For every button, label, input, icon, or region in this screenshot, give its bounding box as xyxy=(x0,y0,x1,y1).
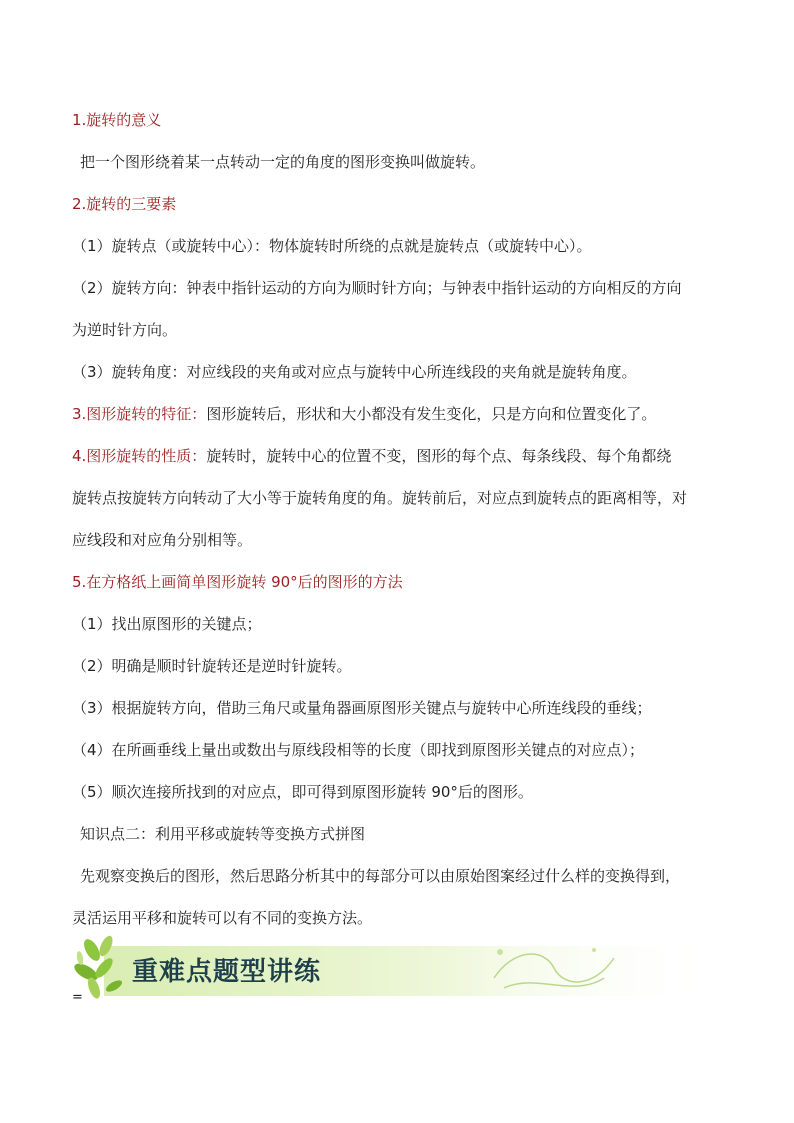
stray-equals-mark: = xyxy=(72,990,83,1005)
section-3-title: 3.图形旋转的特征： xyxy=(72,405,207,423)
section-3-body: 图形旋转后，形状和大小都没有发生变化，只是方向和位置变化了。 xyxy=(206,405,657,423)
banner-title: 重难点题型讲练 xyxy=(132,957,322,987)
knowledge-point-2-title: 知识点二：利用平移或旋转等变换方式拼图 xyxy=(80,825,366,843)
section-4-line-2: 旋转点按旋转方向转动了大小等于旋转角度的角。旋转前后，对应点到旋转点的距离相等，对 xyxy=(72,489,688,507)
section-4-line-3: 应线段和对应角分别相等。 xyxy=(72,531,253,549)
section-5-step-5: （5）顺次连接所找到的对应点，即可得到原图形旋转 90°后的图形。 xyxy=(72,783,533,801)
section-5-step-1: （1）找出原图形的关键点； xyxy=(72,615,262,633)
section-4-title: 4.图形旋转的性质： xyxy=(72,447,207,465)
section-5-step-2: （2）明确是顺时针旋转还是逆时针旋转。 xyxy=(72,657,352,675)
section-2-item-2-line-2: 为逆时针方向。 xyxy=(72,321,178,339)
section-5-step-3: （3）根据旋转方向，借助三角尺或量角器画原图形关键点与旋转中心所连线段的垂线； xyxy=(72,699,652,717)
section-5-step-4: （4）在所画垂线上量出或数出与原线段相等的长度（即找到原图形关键点的对应点）； xyxy=(72,741,645,759)
section-4-body-1: 旋转时，旋转中心的位置不变，图形的每个点、每条线段、每个角都绕 xyxy=(206,447,672,465)
section-2-item-3: （3）旋转角度：对应线段的夹角或对应点与旋转中心所连线段的夹角就是旋转角度。 xyxy=(72,363,637,381)
knowledge-point-2-line-1: 先观察变换后的图形，然后思路分析其中的每部分可以由原始图案经过什么样的变换得到， xyxy=(80,867,681,885)
section-banner xyxy=(74,928,720,1004)
section-4-line-1 xyxy=(72,446,732,466)
section-2-item-2-line-1: （2）旋转方向：钟表中指针运动的方向为顺时针方向；与钟表中指针运动的方向相反的方向 xyxy=(72,279,682,297)
section-5-title: 5.在方格纸上画简单图形旋转 90°后的图形的方法 xyxy=(72,573,403,591)
section-2-title: 2.旋转的三要素 xyxy=(72,195,177,213)
section-1-title: 1.旋转的意义 xyxy=(72,111,162,129)
knowledge-point-2-line-2: 灵活运用平移和旋转可以有不同的变换方法。 xyxy=(72,909,373,927)
section-2-item-1: （1）旋转点（或旋转中心）：物体旋转时所绕的点就是旋转点（或旋转中心）。 xyxy=(72,237,592,255)
section-3 xyxy=(72,404,732,424)
section-1-body: 把一个图形绕着某一点转动一定的角度的图形变换叫做旋转。 xyxy=(80,153,486,171)
